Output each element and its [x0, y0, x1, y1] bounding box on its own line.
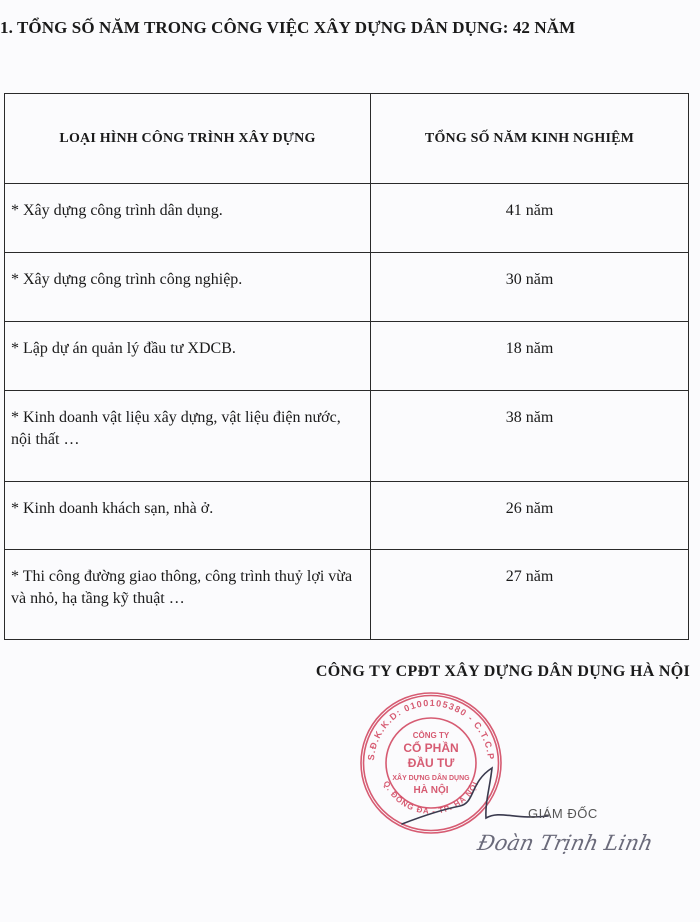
section-heading: 1. TỔNG SỐ NĂM TRONG CÔNG VIỆC XÂY DỰNG DÂN DỤNG: 42 NĂM — [0, 18, 576, 37]
table-row — [5, 482, 689, 550]
signer-role: GIÁM ĐỐC — [528, 806, 598, 821]
years-cell: 27 năm — [371, 550, 689, 640]
stamp-ring-text: S.Đ.K.K.D: 0100105380 - C.T.C.P — [365, 697, 497, 761]
company-name: CÔNG TY CPĐT XÂY DỰNG DÂN DỤNG HÀ NỘI — [315, 663, 690, 680]
years-cell: 41 năm — [371, 184, 689, 253]
construction-type-cell: * Kinh doanh vật liệu xây dựng, vật liệu điện nước, nội thất … — [5, 391, 371, 482]
table-header-row — [5, 94, 689, 184]
construction-type-cell: * Xây dựng công trình công nghiệp. — [5, 253, 371, 322]
years-cell: 30 năm — [371, 253, 689, 322]
years-cell: 18 năm — [371, 322, 689, 391]
stamp-line-1: CÔNG TY — [412, 731, 450, 740]
construction-type-cell: * Lập dự án quản lý đầu tư XDCB. — [5, 322, 371, 391]
years-cell: 38 năm — [371, 391, 689, 482]
construction-type-cell: * Kinh doanh khách sạn, nhà ở. — [5, 482, 371, 550]
experience-table — [4, 93, 689, 640]
construction-type-cell: * Thi công đường giao thông, công trình thuỷ lợi vừa và nhỏ, hạ tầng kỹ thuật … — [5, 550, 371, 640]
table-row — [5, 550, 689, 640]
construction-type-cell: * Xây dựng công trình dân dụng. — [5, 184, 371, 253]
header-total-years: TỔNG SỐ NĂM KINH NGHIỆM — [371, 94, 689, 184]
table-row — [5, 322, 689, 391]
signer-name: Đoàn Trịnh Linh — [475, 831, 656, 855]
stamp-bottom-text: Q. ĐỐNG ĐA - TP. HÀ NỘI — [381, 779, 481, 816]
table-row — [5, 184, 689, 253]
stamp-line-5: HÀ NỘI — [413, 785, 449, 796]
stamp-line-3: ĐẦU TƯ — [407, 756, 455, 770]
years-cell: 26 năm — [371, 482, 689, 550]
stamp-line-2: CỔ PHẦN — [403, 741, 459, 755]
table-row — [5, 253, 689, 322]
header-construction-type: LOẠI HÌNH CÔNG TRÌNH XÂY DỰNG — [5, 94, 371, 184]
stamp-line-4: XÂY DỰNG DÂN DỤNG — [392, 775, 470, 782]
table-row — [5, 391, 689, 482]
signature-stroke — [400, 762, 550, 832]
